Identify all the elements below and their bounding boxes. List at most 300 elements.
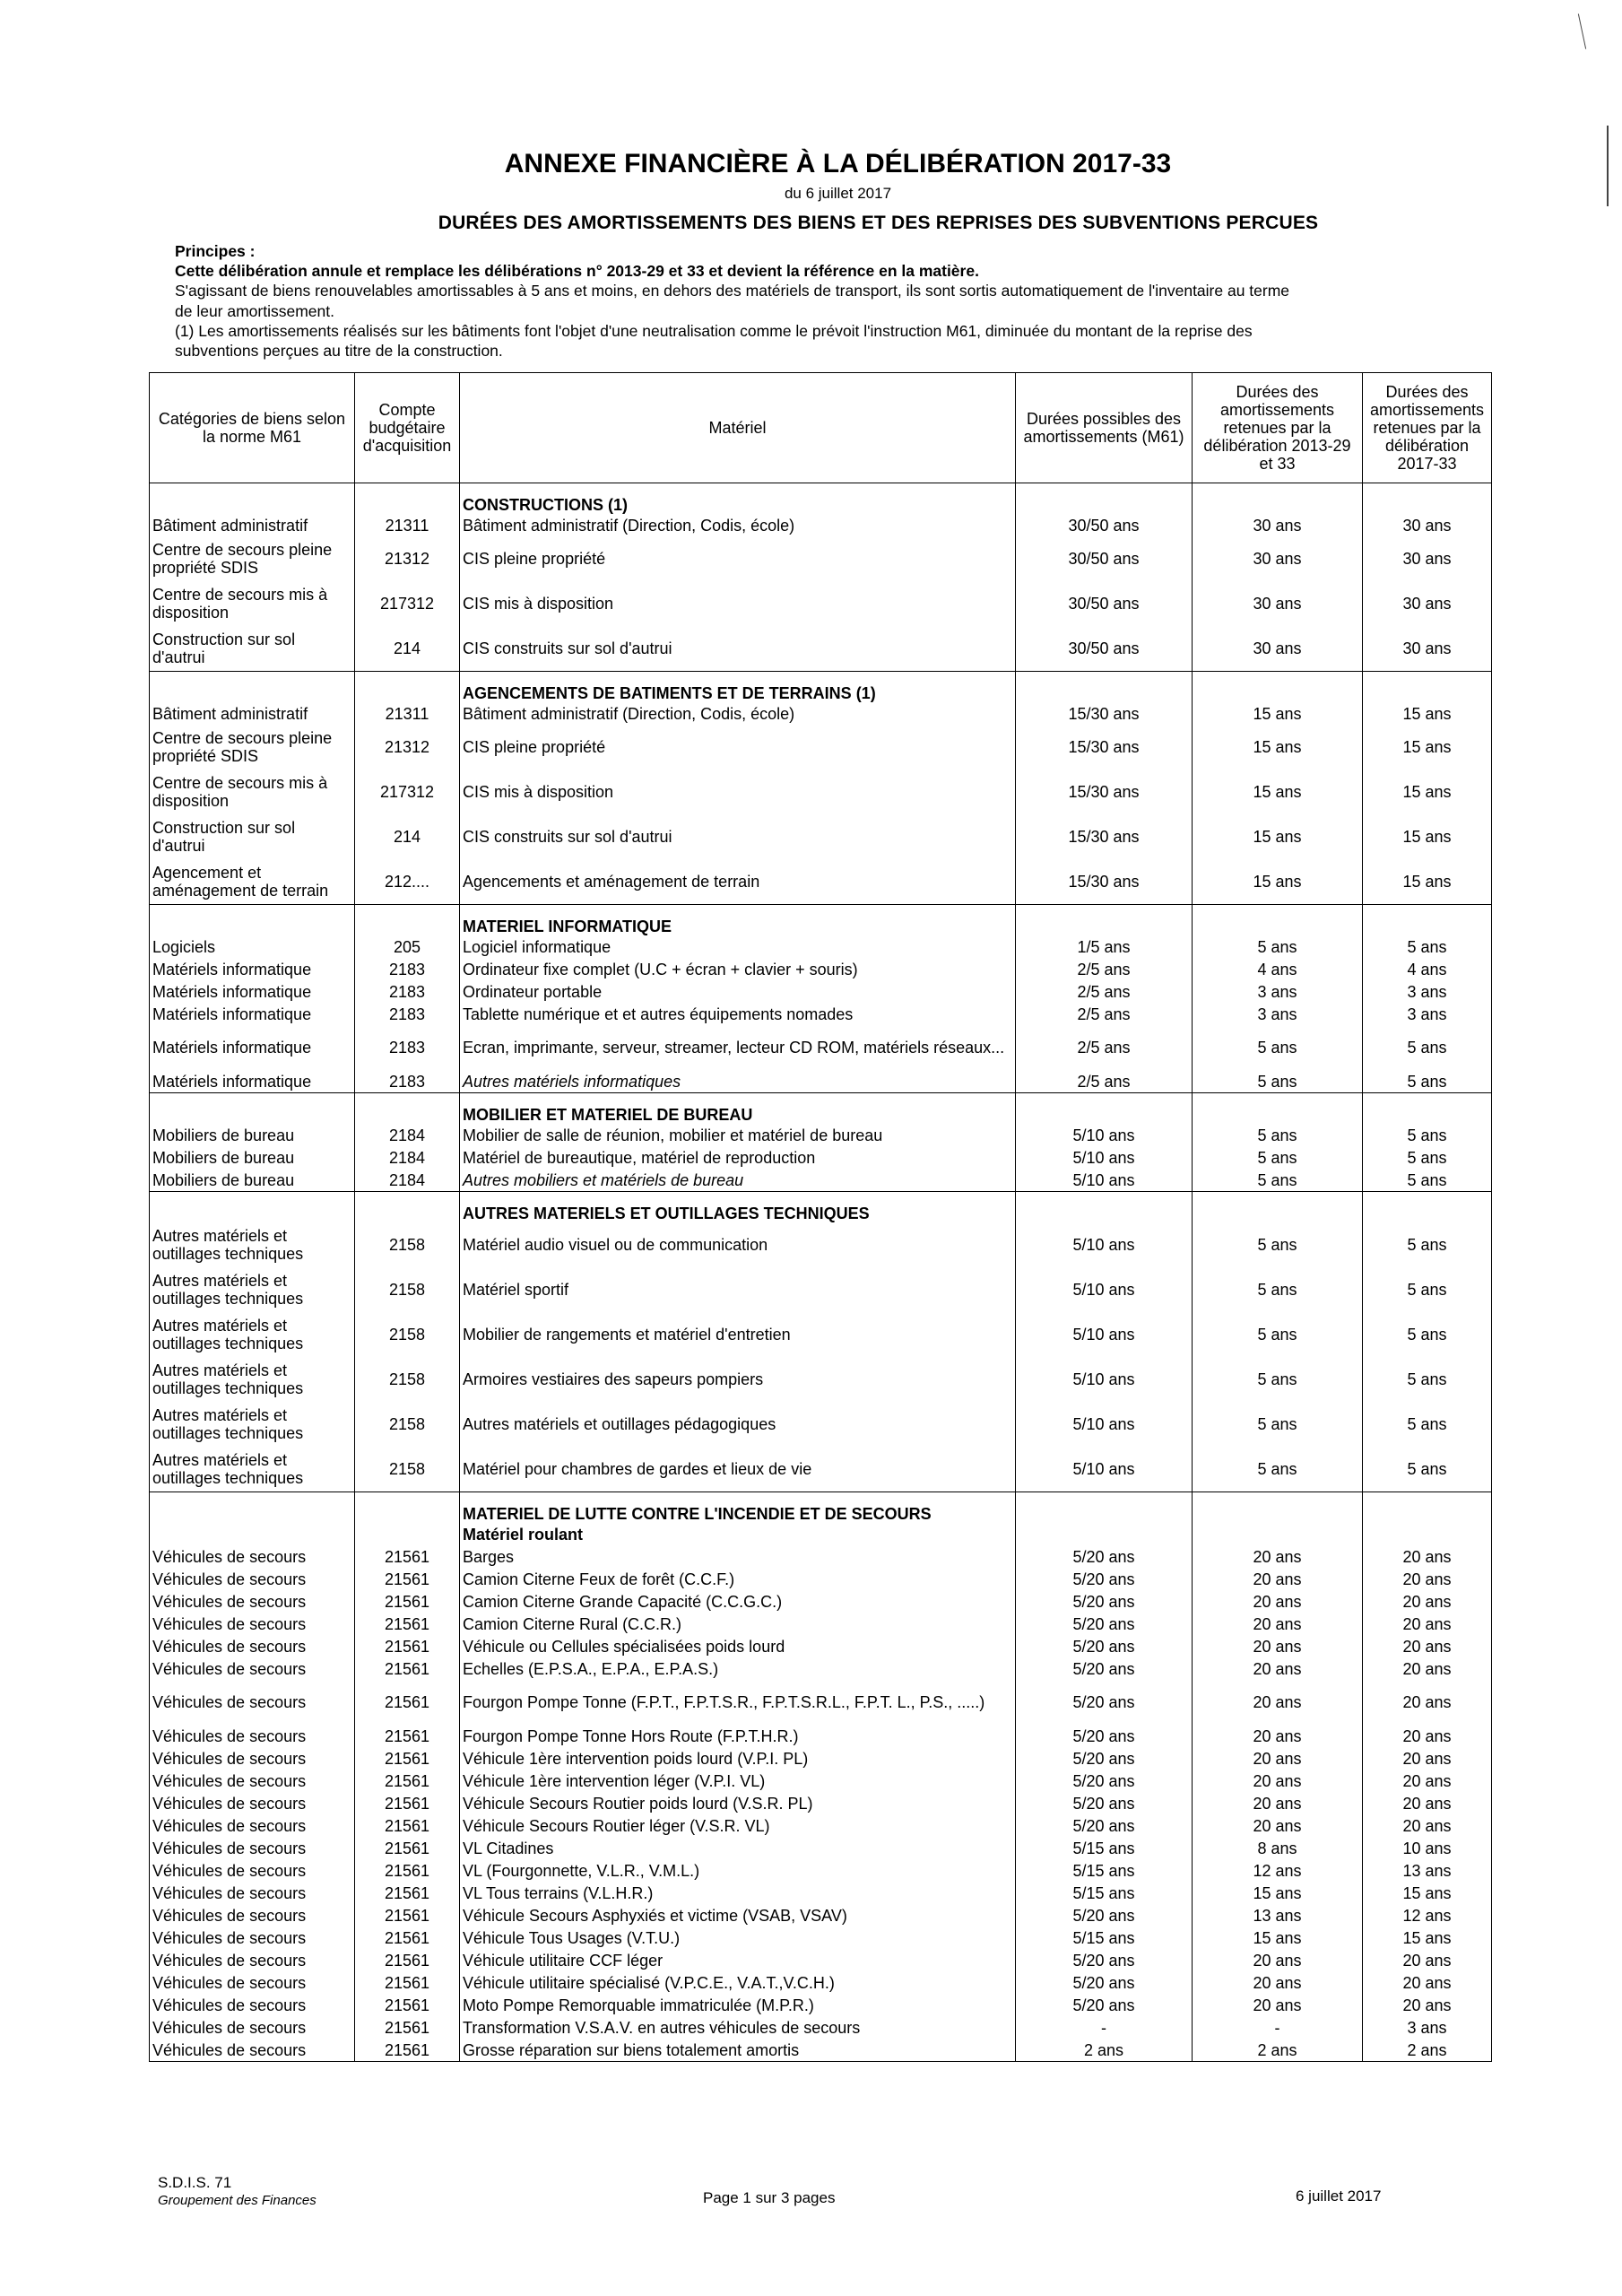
duration-2013-cell: 5 ans <box>1193 1357 1363 1402</box>
duration-2017-cell: 5 ans <box>1363 1267 1492 1312</box>
duration-2013-cell: 15 ans <box>1193 770 1363 814</box>
m61-duration-cell: 5/20 ans <box>1016 1814 1193 1837</box>
category-cell: Mobiliers de bureau <box>150 1169 355 1192</box>
table-cell <box>355 483 460 515</box>
table-row <box>150 1994 1492 2016</box>
m61-duration-cell: 15/30 ans <box>1016 814 1193 859</box>
m61-duration-cell: 5/20 ans <box>1016 1568 1193 1590</box>
scan-mark <box>1607 126 1609 206</box>
table-row <box>150 702 1492 725</box>
table-cell <box>150 483 355 515</box>
category-cell: Véhicules de secours <box>150 1747 355 1770</box>
materiel-cell: CIS construits sur sol d'autrui <box>460 626 1016 672</box>
m61-duration-cell: 5/20 ans <box>1016 1949 1193 1971</box>
duration-2017-cell: 15 ans <box>1363 1926 1492 1949</box>
principes-label: Principes : <box>175 242 256 260</box>
category-cell: Matériels informatique <box>150 1025 355 1070</box>
duration-2013-cell: 5 ans <box>1193 1070 1363 1093</box>
table-cell <box>1363 1492 1492 1524</box>
duration-2013-cell: 30 ans <box>1193 581 1363 626</box>
duration-2017-cell: 15 ans <box>1363 702 1492 725</box>
duration-2013-cell: 5 ans <box>1193 1146 1363 1169</box>
materiel-cell: Véhicule utilitaire CCF léger <box>460 1949 1016 1971</box>
duration-2017-cell: 20 ans <box>1363 1971 1492 1994</box>
m61-duration-cell: 30/50 ans <box>1016 581 1193 626</box>
duration-2017-cell: 20 ans <box>1363 1747 1492 1770</box>
duration-2013-cell: 30 ans <box>1193 514 1363 536</box>
account-cell: 21561 <box>355 1949 460 1971</box>
table-cell <box>1016 483 1193 515</box>
duration-2013-cell: 5 ans <box>1193 1267 1363 1312</box>
header-materiel: Matériel <box>460 373 1016 483</box>
materiel-cell: Autres matériels informatiques <box>460 1070 1016 1093</box>
m61-duration-cell: 5/15 ans <box>1016 1859 1193 1882</box>
duration-2013-cell: 15 ans <box>1193 1926 1363 1949</box>
table-cell <box>150 1523 355 1545</box>
table-cell <box>355 672 460 703</box>
account-cell: 21561 <box>355 1635 460 1657</box>
duration-2013-cell: 3 ans <box>1193 1003 1363 1025</box>
duration-2017-cell: 15 ans <box>1363 1882 1492 1904</box>
duration-2017-cell: 3 ans <box>1363 1003 1492 1025</box>
principes-block <box>175 241 1296 361</box>
principes-bold-line: Cette délibération annule et remplace les délibérations n° 2013-29 et 33 et devient la référence en la matière. <box>175 262 979 281</box>
category-cell: Centre de secours mis à disposition <box>150 770 355 814</box>
footer-date: 6 juillet 2017 <box>1296 2187 1382 2205</box>
category-cell: Véhicules de secours <box>150 1657 355 1680</box>
duration-2017-cell: 5 ans <box>1363 935 1492 958</box>
materiel-cell: Logiciel informatique <box>460 935 1016 958</box>
principes-paragraph-2: (1) Les amortissements réalisés sur les bâtiments font l'objet d'une neutralisation comme le prévoit l'instruction M61, diminuée du montant de la reprise des subventions perçues au titre de la construction. <box>175 321 1253 361</box>
account-cell: 21561 <box>355 1545 460 1568</box>
materiel-cell: Bâtiment administratif (Direction, Codis, école) <box>460 702 1016 725</box>
duration-2013-cell: 20 ans <box>1193 1613 1363 1635</box>
table-row <box>150 770 1492 814</box>
table-cell <box>1016 905 1193 936</box>
duration-2017-cell: 4 ans <box>1363 958 1492 980</box>
category-cell: Autres matériels et outillages techniques <box>150 1402 355 1447</box>
header-durees-2013: Durées des amortissements retenues par la délibération 2013-29 et 33 <box>1193 373 1363 483</box>
account-cell: 21311 <box>355 702 460 725</box>
account-cell: 21561 <box>355 1904 460 1926</box>
table-cell <box>1193 1192 1363 1223</box>
duration-2013-cell: 20 ans <box>1193 1814 1363 1837</box>
materiel-cell: Véhicule 1ère intervention léger (V.P.I. VL) <box>460 1770 1016 1792</box>
document-subtitle: DURÉES DES AMORTISSEMENTS DES BIENS ET DES REPRISES DES SUBVENTIONS PERCUES <box>438 213 1319 233</box>
category-cell: Véhicules de secours <box>150 1904 355 1926</box>
m61-duration-cell: 2/5 ans <box>1016 1070 1193 1093</box>
category-cell: Agencement et aménagement de terrain <box>150 859 355 905</box>
table-body <box>150 483 1492 2062</box>
table-row <box>150 536 1492 581</box>
table-row <box>150 1222 1492 1267</box>
footer-page-number: Page 1 sur 3 pages <box>703 2189 836 2206</box>
section-title: MOBILIER ET MATERIEL DE BUREAU <box>460 1093 1016 1125</box>
materiel-cell: Mobilier de rangements et matériel d'entretien <box>460 1312 1016 1357</box>
materiel-cell: Fourgon Pompe Tonne Hors Route (F.P.T.H.R.) <box>460 1725 1016 1747</box>
duration-2013-cell: 20 ans <box>1193 1635 1363 1657</box>
materiel-cell: Autres mobiliers et matériels de bureau <box>460 1169 1016 1192</box>
materiel-cell: Véhicule Tous Usages (V.T.U.) <box>460 1926 1016 1949</box>
account-cell: 2184 <box>355 1146 460 1169</box>
materiel-cell: Véhicule utilitaire spécialisé (V.P.C.E., V.A.T.,V.C.H.) <box>460 1971 1016 1994</box>
table-cell <box>1363 905 1492 936</box>
materiel-cell: Moto Pompe Remorquable immatriculée (M.P.R.) <box>460 1994 1016 2016</box>
section-title: MATERIEL INFORMATIQUE <box>460 905 1016 936</box>
account-cell: 21561 <box>355 1680 460 1725</box>
m61-duration-cell: 30/50 ans <box>1016 536 1193 581</box>
m61-duration-cell: 2/5 ans <box>1016 1003 1193 1025</box>
account-cell: 21561 <box>355 2039 460 2062</box>
m61-duration-cell: 5/10 ans <box>1016 1222 1193 1267</box>
duration-2013-cell: 8 ans <box>1193 1837 1363 1859</box>
account-cell: 21312 <box>355 725 460 770</box>
table-row <box>150 814 1492 859</box>
account-cell: 21312 <box>355 536 460 581</box>
duration-2013-cell: 20 ans <box>1193 1590 1363 1613</box>
duration-2013-cell: 5 ans <box>1193 1402 1363 1447</box>
materiel-cell: Matériel sportif <box>460 1267 1016 1312</box>
subsection-row <box>150 1523 1492 1545</box>
duration-2017-cell: 30 ans <box>1363 514 1492 536</box>
m61-duration-cell: 5/20 ans <box>1016 1770 1193 1792</box>
account-cell: 2183 <box>355 1070 460 1093</box>
duration-2017-cell: 2 ans <box>1363 2039 1492 2062</box>
table-row <box>150 958 1492 980</box>
m61-duration-cell: 5/10 ans <box>1016 1124 1193 1146</box>
duration-2017-cell: 10 ans <box>1363 1837 1492 1859</box>
table-cell <box>355 905 460 936</box>
table-row <box>150 1402 1492 1447</box>
document-title: ANNEXE FINANCIÈRE À LA DÉLIBÉRATION 2017-33 <box>504 149 1172 178</box>
duration-2013-cell: 15 ans <box>1193 859 1363 905</box>
account-cell: 21561 <box>355 1971 460 1994</box>
duration-2017-cell: 20 ans <box>1363 1590 1492 1613</box>
category-cell: Centre de secours pleine propriété SDIS <box>150 536 355 581</box>
table-row <box>150 1882 1492 1904</box>
table-cell <box>1193 1492 1363 1524</box>
duration-2017-cell: 20 ans <box>1363 1680 1492 1725</box>
table-row <box>150 1025 1492 1070</box>
duration-2013-cell: 2 ans <box>1193 2039 1363 2062</box>
duration-2017-cell: 20 ans <box>1363 1792 1492 1814</box>
materiel-cell: CIS pleine propriété <box>460 536 1016 581</box>
account-cell: 21561 <box>355 1994 460 2016</box>
m61-duration-cell: 15/30 ans <box>1016 702 1193 725</box>
duration-2013-cell: 5 ans <box>1193 935 1363 958</box>
materiel-cell: Echelles (E.P.S.A., E.P.A., E.P.A.S.) <box>460 1657 1016 1680</box>
materiel-cell: Véhicule ou Cellules spécialisées poids lourd <box>460 1635 1016 1657</box>
table-cell <box>1016 1523 1193 1545</box>
duration-2017-cell: 15 ans <box>1363 814 1492 859</box>
account-cell: 21561 <box>355 1590 460 1613</box>
table-row <box>150 1926 1492 1949</box>
account-cell: 2158 <box>355 1312 460 1357</box>
duration-2013-cell: 3 ans <box>1193 980 1363 1003</box>
header-durees-2017: Durées des amortissements retenues par la délibération 2017-33 <box>1363 373 1492 483</box>
m61-duration-cell: 15/30 ans <box>1016 859 1193 905</box>
duration-2013-cell: 20 ans <box>1193 1747 1363 1770</box>
table-cell <box>355 1523 460 1545</box>
duration-2017-cell: 5 ans <box>1363 1124 1492 1146</box>
materiel-cell: Véhicule Secours Routier léger (V.S.R. VL) <box>460 1814 1016 1837</box>
duration-2013-cell: 5 ans <box>1193 1312 1363 1357</box>
section-row <box>150 672 1492 703</box>
account-cell: 21561 <box>355 1725 460 1747</box>
duration-2013-cell: 5 ans <box>1193 1124 1363 1146</box>
category-cell: Bâtiment administratif <box>150 702 355 725</box>
m61-duration-cell: 5/10 ans <box>1016 1169 1193 1192</box>
materiel-cell: Matériel de bureautique, matériel de reproduction <box>460 1146 1016 1169</box>
category-cell: Véhicules de secours <box>150 1837 355 1859</box>
amortization-table <box>149 372 1492 2062</box>
category-cell: Bâtiment administratif <box>150 514 355 536</box>
table-row <box>150 1635 1492 1657</box>
table-cell <box>355 1093 460 1125</box>
account-cell: 2158 <box>355 1402 460 1447</box>
account-cell: 21561 <box>355 1882 460 1904</box>
table-row <box>150 725 1492 770</box>
duration-2017-cell: 15 ans <box>1363 725 1492 770</box>
account-cell: 21561 <box>355 1568 460 1590</box>
table-row <box>150 2016 1492 2039</box>
section-row <box>150 1093 1492 1125</box>
account-cell: 2158 <box>355 1267 460 1312</box>
category-cell: Véhicules de secours <box>150 1635 355 1657</box>
duration-2013-cell: 20 ans <box>1193 1949 1363 1971</box>
table-row <box>150 1971 1492 1994</box>
table-cell <box>150 1492 355 1524</box>
category-cell: Centre de secours mis à disposition <box>150 581 355 626</box>
duration-2013-cell: 20 ans <box>1193 1770 1363 1792</box>
category-cell: Centre de secours pleine propriété SDIS <box>150 725 355 770</box>
m61-duration-cell: 5/20 ans <box>1016 1747 1193 1770</box>
duration-2017-cell: 20 ans <box>1363 1545 1492 1568</box>
duration-2017-cell: 5 ans <box>1363 1146 1492 1169</box>
table-row <box>150 1859 1492 1882</box>
m61-duration-cell: 5/10 ans <box>1016 1146 1193 1169</box>
category-cell: Véhicules de secours <box>150 1568 355 1590</box>
materiel-cell: CIS mis à disposition <box>460 770 1016 814</box>
account-cell: 212.... <box>355 859 460 905</box>
category-cell: Matériels informatique <box>150 958 355 980</box>
table-cell <box>355 1192 460 1223</box>
duration-2017-cell: 5 ans <box>1363 1312 1492 1357</box>
table-cell <box>1016 1093 1193 1125</box>
duration-2017-cell: 5 ans <box>1363 1222 1492 1267</box>
scan-mark <box>1578 13 1586 48</box>
table-row <box>150 1792 1492 1814</box>
table-row <box>150 1590 1492 1613</box>
duration-2017-cell: 20 ans <box>1363 1814 1492 1837</box>
table-cell <box>1193 483 1363 515</box>
footer-organization <box>158 2174 317 2210</box>
table-header-row <box>150 373 1492 483</box>
table-row <box>150 1680 1492 1725</box>
category-cell: Mobiliers de bureau <box>150 1146 355 1169</box>
category-cell: Véhicules de secours <box>150 1680 355 1725</box>
materiel-cell: Tablette numérique et et autres équipements nomades <box>460 1003 1016 1025</box>
m61-duration-cell: 5/20 ans <box>1016 1545 1193 1568</box>
account-cell: 21311 <box>355 514 460 536</box>
m61-duration-cell: 5/20 ans <box>1016 1971 1193 1994</box>
table-cell <box>1016 1192 1193 1223</box>
category-cell: Véhicules de secours <box>150 2016 355 2039</box>
account-cell: 21561 <box>355 1814 460 1837</box>
materiel-cell: Fourgon Pompe Tonne (F.P.T., F.P.T.S.R., F.P.T.S.R.L., F.P.T. L., P.S., .....) <box>460 1680 1016 1725</box>
table-row <box>150 1949 1492 1971</box>
duration-2017-cell: 20 ans <box>1363 1725 1492 1747</box>
account-cell: 21561 <box>355 1926 460 1949</box>
duration-2013-cell: 30 ans <box>1193 626 1363 672</box>
table-row <box>150 1904 1492 1926</box>
table-cell <box>1016 1492 1193 1524</box>
table-row <box>150 1312 1492 1357</box>
duration-2017-cell: 5 ans <box>1363 1447 1492 1492</box>
subsection-title: Matériel roulant <box>460 1523 1016 1545</box>
account-cell: 21561 <box>355 1837 460 1859</box>
category-cell: Véhicules de secours <box>150 1814 355 1837</box>
category-cell: Autres matériels et outillages techniques <box>150 1312 355 1357</box>
category-cell: Véhicules de secours <box>150 1770 355 1792</box>
account-cell: 21561 <box>355 1613 460 1635</box>
duration-2017-cell: 3 ans <box>1363 980 1492 1003</box>
materiel-cell: Ecran, imprimante, serveur, streamer, lecteur CD ROM, matériels réseaux... <box>460 1025 1016 1070</box>
m61-duration-cell: 2/5 ans <box>1016 980 1193 1003</box>
section-title: AGENCEMENTS DE BATIMENTS ET DE TERRAINS (1) <box>460 672 1016 703</box>
duration-2017-cell: 5 ans <box>1363 1357 1492 1402</box>
duration-2017-cell: 20 ans <box>1363 1613 1492 1635</box>
category-cell: Véhicules de secours <box>150 1590 355 1613</box>
materiel-cell: VL Tous terrains (V.L.H.R.) <box>460 1882 1016 1904</box>
account-cell: 2183 <box>355 1025 460 1070</box>
section-title: CONSTRUCTIONS (1) <box>460 483 1016 515</box>
category-cell: Matériels informatique <box>150 1070 355 1093</box>
materiel-cell: Camion Citerne Feux de forêt (C.C.F.) <box>460 1568 1016 1590</box>
materiel-cell: CIS construits sur sol d'autrui <box>460 814 1016 859</box>
duration-2017-cell: 5 ans <box>1363 1402 1492 1447</box>
m61-duration-cell: 5/20 ans <box>1016 1994 1193 2016</box>
account-cell: 2158 <box>355 1222 460 1267</box>
duration-2017-cell: 5 ans <box>1363 1025 1492 1070</box>
table-row <box>150 1725 1492 1747</box>
table-row <box>150 2039 1492 2062</box>
duration-2013-cell: 12 ans <box>1193 1859 1363 1882</box>
account-cell: 21561 <box>355 1859 460 1882</box>
m61-duration-cell: 1/5 ans <box>1016 935 1193 958</box>
section-title: MATERIEL DE LUTTE CONTRE L'INCENDIE ET DE SECOURS <box>460 1492 1016 1524</box>
table-cell <box>150 1192 355 1223</box>
category-cell: Matériels informatique <box>150 980 355 1003</box>
table-row <box>150 626 1492 672</box>
duration-2013-cell: 20 ans <box>1193 1680 1363 1725</box>
section-row <box>150 1492 1492 1524</box>
table-cell <box>150 672 355 703</box>
materiel-cell: Matériel audio visuel ou de communication <box>460 1222 1016 1267</box>
m61-duration-cell: 2/5 ans <box>1016 958 1193 980</box>
table-row <box>150 1770 1492 1792</box>
table-row <box>150 935 1492 958</box>
account-cell: 214 <box>355 626 460 672</box>
table-cell <box>150 905 355 936</box>
table-cell <box>1193 905 1363 936</box>
materiel-cell: Transformation V.S.A.V. en autres véhicules de secours <box>460 2016 1016 2039</box>
duration-2013-cell: 20 ans <box>1193 1545 1363 1568</box>
materiel-cell: Bâtiment administratif (Direction, Codis, école) <box>460 514 1016 536</box>
account-cell: 2184 <box>355 1169 460 1192</box>
duration-2013-cell: 20 ans <box>1193 1568 1363 1590</box>
table-row <box>150 1568 1492 1590</box>
materiel-cell: Camion Citerne Rural (C.C.R.) <box>460 1613 1016 1635</box>
table-row <box>150 1545 1492 1568</box>
category-cell: Construction sur sol d'autrui <box>150 814 355 859</box>
materiel-cell: Véhicule 1ère intervention poids lourd (V.P.I. PL) <box>460 1747 1016 1770</box>
table-row <box>150 1146 1492 1169</box>
duration-2017-cell: 30 ans <box>1363 626 1492 672</box>
category-cell: Véhicules de secours <box>150 1994 355 2016</box>
table-row <box>150 1070 1492 1093</box>
account-cell: 21561 <box>355 1747 460 1770</box>
duration-2017-cell: 30 ans <box>1363 536 1492 581</box>
category-cell: Véhicules de secours <box>150 1545 355 1568</box>
m61-duration-cell: 5/15 ans <box>1016 1837 1193 1859</box>
duration-2013-cell: 20 ans <box>1193 1971 1363 1994</box>
m61-duration-cell: 30/50 ans <box>1016 514 1193 536</box>
duration-2017-cell: 20 ans <box>1363 1657 1492 1680</box>
category-cell: Véhicules de secours <box>150 1859 355 1882</box>
duration-2017-cell: 12 ans <box>1363 1904 1492 1926</box>
m61-duration-cell: 5/20 ans <box>1016 1725 1193 1747</box>
category-cell: Logiciels <box>150 935 355 958</box>
table-row <box>150 1613 1492 1635</box>
table-cell <box>1193 1093 1363 1125</box>
duration-2013-cell: 30 ans <box>1193 536 1363 581</box>
duration-2017-cell: 15 ans <box>1363 770 1492 814</box>
table-row <box>150 980 1492 1003</box>
duration-2013-cell: 5 ans <box>1193 1169 1363 1192</box>
duration-2013-cell: 15 ans <box>1193 725 1363 770</box>
account-cell: 21561 <box>355 1657 460 1680</box>
duration-2013-cell: 5 ans <box>1193 1447 1363 1492</box>
duration-2013-cell: 13 ans <box>1193 1904 1363 1926</box>
m61-duration-cell: 15/30 ans <box>1016 770 1193 814</box>
materiel-cell: CIS pleine propriété <box>460 725 1016 770</box>
table-row <box>150 1124 1492 1146</box>
table-row <box>150 1169 1492 1192</box>
table-cell <box>1363 1093 1492 1125</box>
duration-2017-cell: 20 ans <box>1363 1568 1492 1590</box>
m61-duration-cell: 5/20 ans <box>1016 1792 1193 1814</box>
materiel-cell: Armoires vestiaires des sapeurs pompiers <box>460 1357 1016 1402</box>
m61-duration-cell: 5/20 ans <box>1016 1680 1193 1725</box>
category-cell: Autres matériels et outillages techniques <box>150 1357 355 1402</box>
duration-2013-cell: 20 ans <box>1193 1792 1363 1814</box>
duration-2013-cell: 15 ans <box>1193 1882 1363 1904</box>
table-row <box>150 1357 1492 1402</box>
materiel-cell: VL Citadines <box>460 1837 1016 1859</box>
table-row <box>150 859 1492 905</box>
m61-duration-cell: 30/50 ans <box>1016 626 1193 672</box>
account-cell: 2183 <box>355 980 460 1003</box>
section-row <box>150 1192 1492 1223</box>
account-cell: 2158 <box>355 1447 460 1492</box>
m61-duration-cell: 5/10 ans <box>1016 1267 1193 1312</box>
materiel-cell: Ordinateur portable <box>460 980 1016 1003</box>
m61-duration-cell: 2/5 ans <box>1016 1025 1193 1070</box>
table-cell <box>1363 1192 1492 1223</box>
table-row <box>150 581 1492 626</box>
category-cell: Véhicules de secours <box>150 1792 355 1814</box>
